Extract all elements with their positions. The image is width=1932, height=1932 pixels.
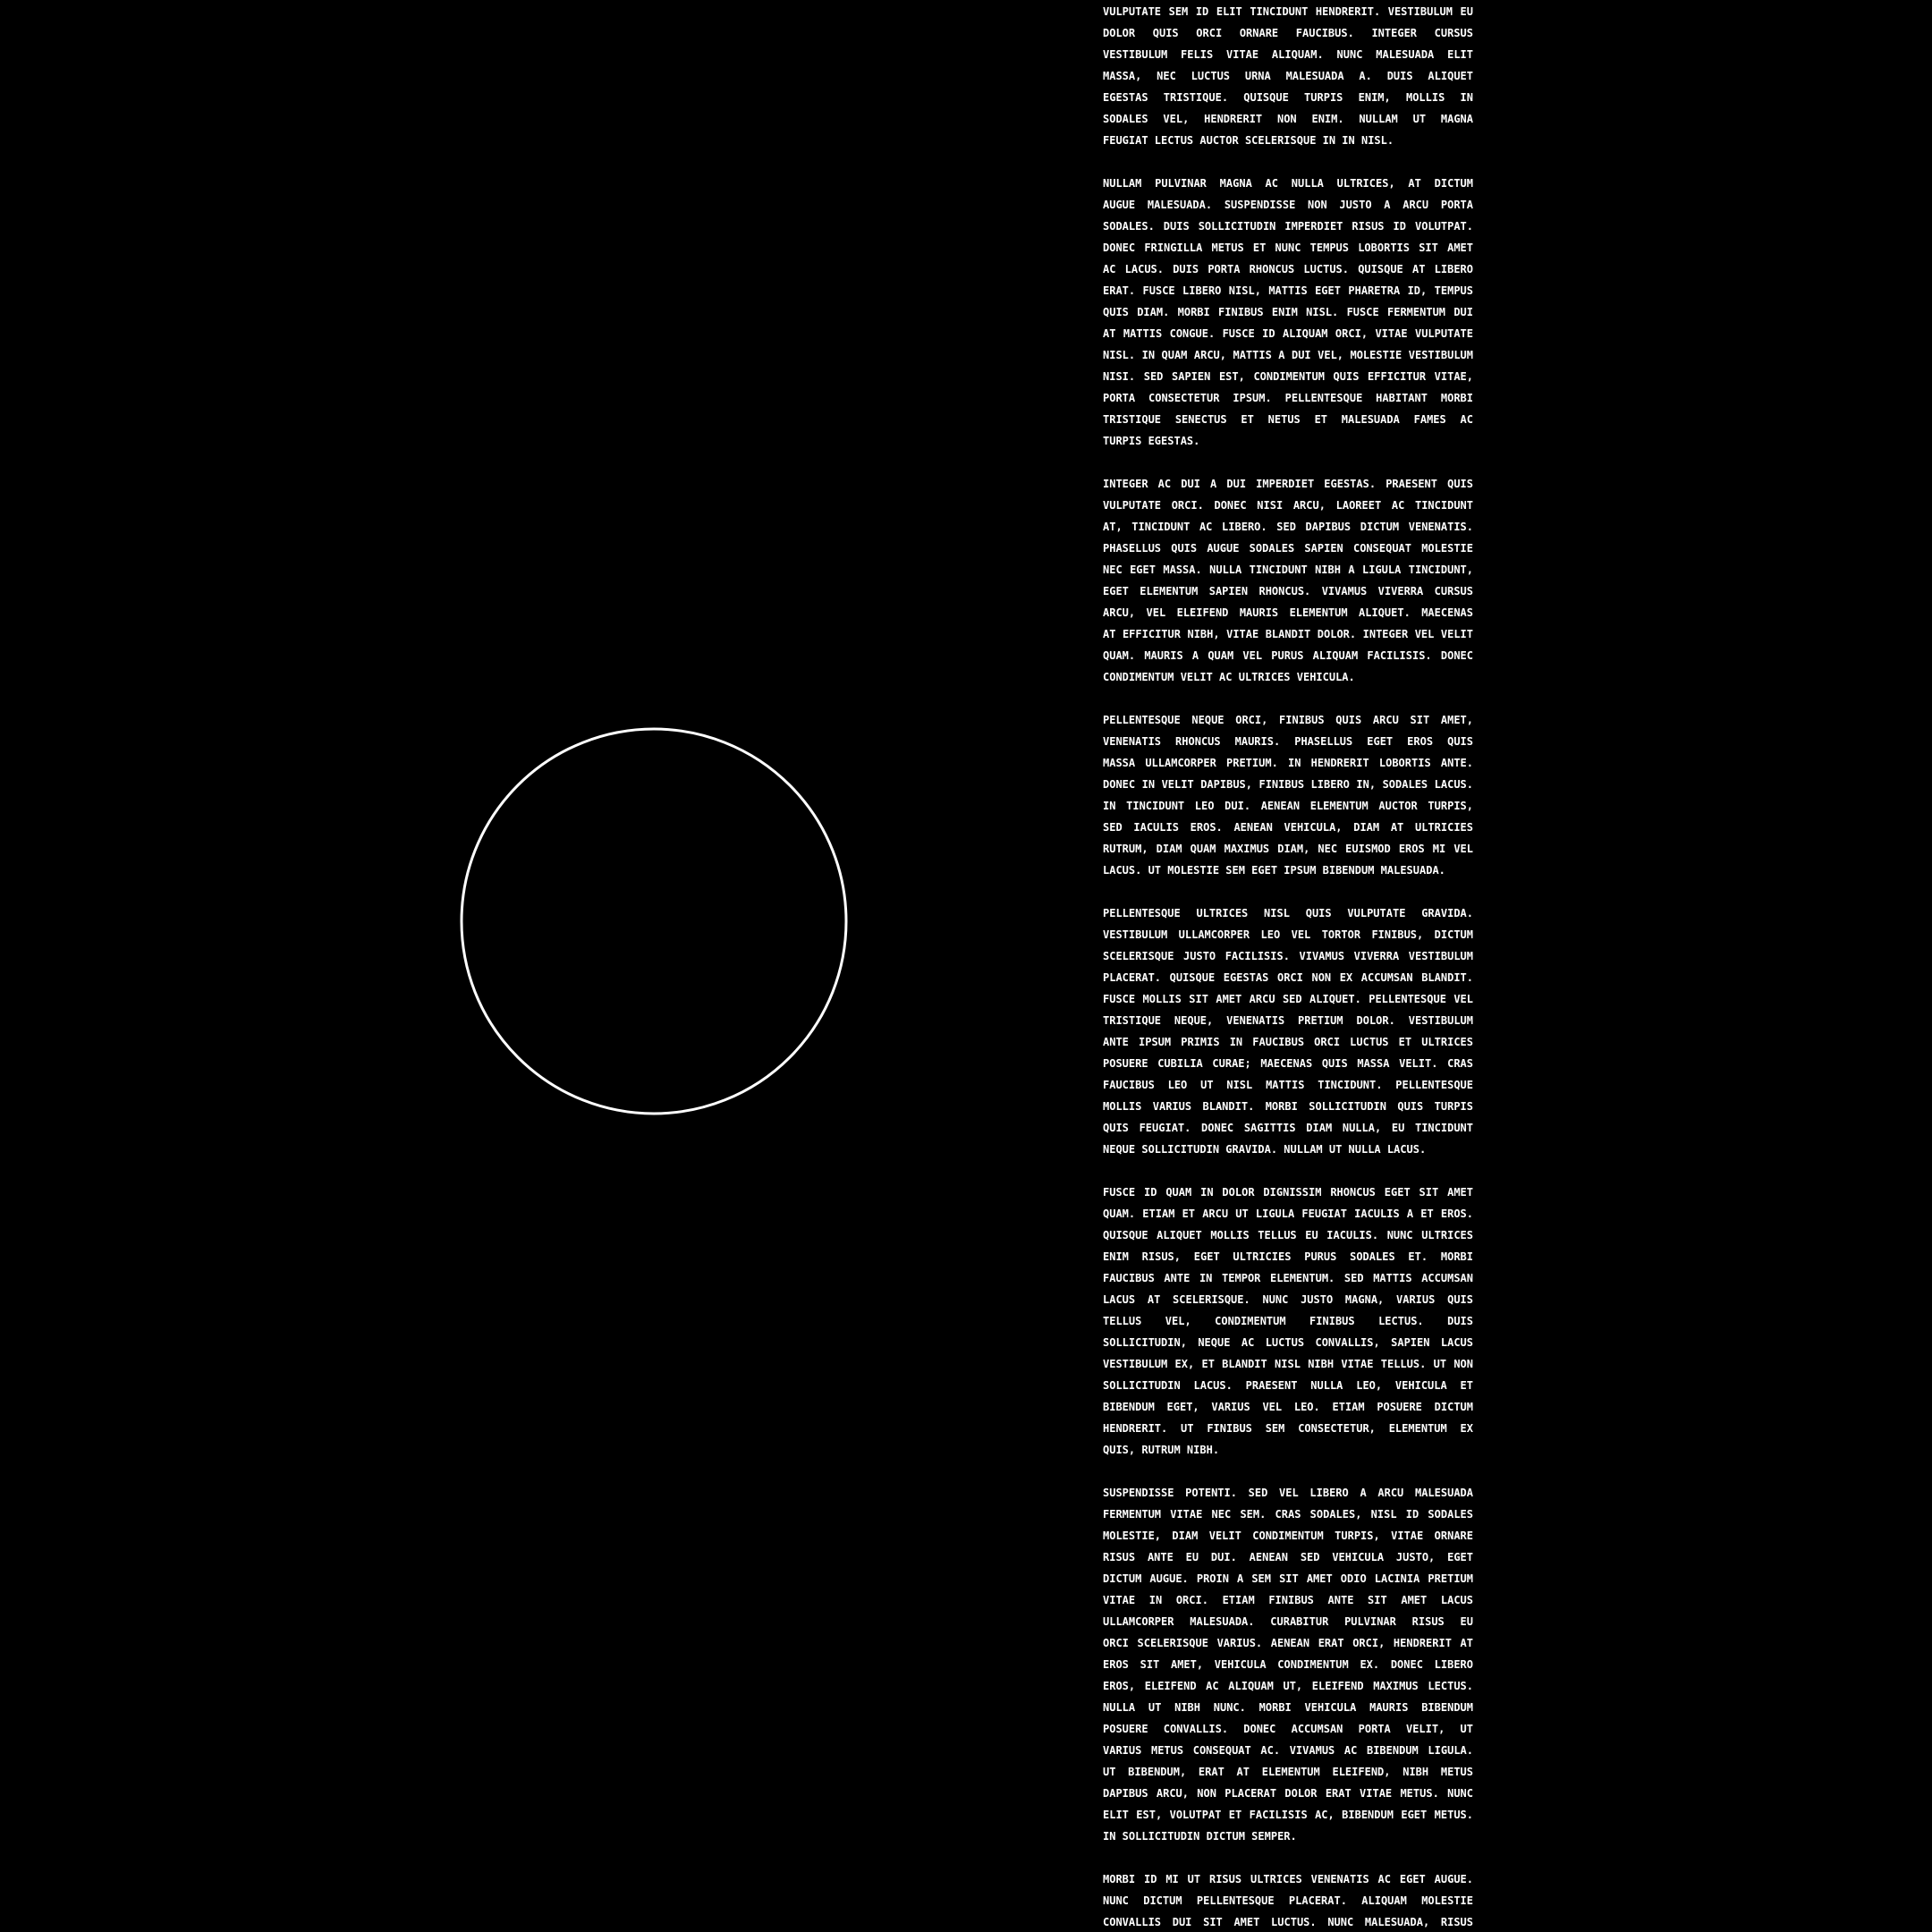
paragraph: [1103, 1, 1473, 151]
text-line: FAUCIBUS ANTE IN TEMPOR ELEMENTUM. SED MATTIS ACCUMSAN: [1103, 1272, 1473, 1284]
text-line: ANTE IPSUM PRIMIS IN FAUCIBUS ORCI LUCTUS ET ULTRICES: [1103, 1036, 1473, 1048]
text-line: SODALES. DUIS SOLLICITUDIN IMPERDIET RISUS ID VOLUTPAT.: [1103, 220, 1473, 233]
text-line: NEQUE SOLLICITUDIN GRAVIDA. NULLAM UT NULLA LACUS.: [1103, 1143, 1427, 1156]
text-line: VARIUS METUS CONSEQUAT AC. VIVAMUS AC BIBENDUM LIGULA.: [1103, 1744, 1473, 1757]
text-line: TRISTIQUE SENECTUS ET NETUS ET MALESUADA FAMES AC: [1103, 413, 1473, 426]
text-line: DONEC FRINGILLA METUS ET NUNC TEMPUS LOBORTIS SIT AMET: [1103, 242, 1473, 254]
text-line: TELLUS VEL, CONDIMENTUM FINIBUS LECTUS. DUIS: [1103, 1315, 1473, 1327]
text-line: MOLLIS VARIUS BLANDIT. MORBI SOLLICITUDIN QUIS TURPIS: [1103, 1100, 1473, 1113]
text-line: VESTIBULUM ULLAMCORPER LEO VEL TORTOR FINIBUS, DICTUM: [1103, 928, 1473, 941]
text-line: ARCU, VEL ELEIFEND MAURIS ELEMENTUM ALIQUET. MAECENAS: [1103, 606, 1473, 619]
text-line: LACUS. UT MOLESTIE SEM EGET IPSUM BIBENDUM MALESUADA.: [1103, 864, 1445, 877]
text-line: SOLLICITUDIN, NEQUE AC LUCTUS CONVALLIS, SAPIEN LACUS: [1103, 1336, 1473, 1349]
paragraph: [1103, 173, 1473, 452]
paragraph: [1103, 1482, 1473, 1847]
paragraph: [1103, 473, 1473, 688]
text-line: QUIS DIAM. MORBI FINIBUS ENIM NISL. FUSCE FERMENTUM DUI: [1103, 306, 1473, 318]
text-line: IN SOLLICITUDIN DICTUM SEMPER.: [1103, 1830, 1297, 1843]
text-line: QUIS, RUTRUM NIBH.: [1103, 1444, 1220, 1456]
text-line: NULLA UT NIBH NUNC. MORBI VEHICULA MAURIS BIBENDUM: [1103, 1701, 1473, 1714]
body-text-column[interactable]: [1103, 0, 1473, 1932]
text-line: FAUCIBUS LEO UT NISL MATTIS TINCIDUNT. PELLENTESQUE: [1103, 1079, 1473, 1091]
text-line: POSUERE CONVALLIS. DONEC ACCUMSAN PORTA VELIT, UT: [1103, 1723, 1473, 1735]
text-line: NEC EGET MASSA. NULLA TINCIDUNT NIBH A LIGULA TINCIDUNT,: [1103, 564, 1473, 576]
text-line: NULLAM PULVINAR MAGNA AC NULLA ULTRICES, AT DICTUM: [1103, 177, 1473, 190]
text-line: QUAM. ETIAM ET ARCU UT LIGULA FEUGIAT IACULIS A ET EROS.: [1103, 1208, 1473, 1220]
text-line: ORCI SCELERISQUE VARIUS. AENEAN ERAT ORCI, HENDRERIT AT: [1103, 1637, 1473, 1649]
text-line: ERAT. FUSCE LIBERO NISL, MATTIS EGET PHARETRA ID, TEMPUS: [1103, 284, 1473, 297]
text-line: RISUS ANTE EU DUI. AENEAN SED VEHICULA JUSTO, EGET: [1103, 1551, 1473, 1563]
text-line: UT BIBENDUM, ERAT AT ELEMENTUM ELEIFEND, NIBH METUS: [1103, 1766, 1473, 1778]
text-line: FEUGIAT LECTUS AUCTOR SCELERISQUE IN IN NISL.: [1103, 134, 1394, 147]
text-line: ENIM RISUS, EGET ULTRICIES PURUS SODALES ET. MORBI: [1103, 1250, 1473, 1263]
text-line: SOLLICITUDIN LACUS. PRAESENT NULLA LEO, VEHICULA ET: [1103, 1379, 1473, 1392]
text-line: VESTIBULUM FELIS VITAE ALIQUAM. NUNC MALESUADA ELIT: [1103, 48, 1473, 61]
text-line: CONDIMENTUM VELIT AC ULTRICES VEHICULA.: [1103, 671, 1355, 683]
text-line: QUIS FEUGIAT. DONEC SAGITTIS DIAM NULLA, EU TINCIDUNT: [1103, 1122, 1473, 1134]
text-line: PORTA CONSECTETUR IPSUM. PELLENTESQUE HABITANT MORBI: [1103, 392, 1473, 404]
text-line: MORBI ID MI UT RISUS ULTRICES VENENATIS AC EGET AUGUE.: [1103, 1873, 1473, 1885]
text-line: POSUERE CUBILIA CURAE; MAECENAS QUIS MASSA VELIT. CRAS: [1103, 1057, 1473, 1070]
text-line: PLACERAT. QUISQUE EGESTAS ORCI NON EX ACCUMSAN BLANDIT.: [1103, 971, 1473, 984]
text-line: EROS SIT AMET, VEHICULA CONDIMENTUM EX. DONEC LIBERO: [1103, 1658, 1473, 1671]
text-line: MOLESTIE, DIAM VELIT CONDIMENTUM TURPIS, VITAE ORNARE: [1103, 1530, 1473, 1542]
text-line: QUAM. MAURIS A QUAM VEL PURUS ALIQUAM FACILISIS. DONEC: [1103, 649, 1473, 662]
paragraph: [1103, 902, 1473, 1160]
text-line: NISI. SED SAPIEN EST, CONDIMENTUM QUIS EFFICITUR VITAE,: [1103, 370, 1473, 383]
text-line: AUGUE MALESUADA. SUSPENDISSE NON JUSTO A ARCU PORTA: [1103, 199, 1473, 211]
text-line: EGESTAS TRISTIQUE. QUISQUE TURPIS ENIM, MOLLIS IN: [1103, 91, 1473, 104]
text-line: SODALES VEL, HENDRERIT NON ENIM. NULLAM UT MAGNA: [1103, 113, 1473, 125]
paragraph: [1103, 1868, 1473, 1932]
text-line: DAPIBUS ARCU, NON PLACERAT DOLOR ERAT VITAE METUS. NUNC: [1103, 1787, 1473, 1800]
text-line: VENENATIS RHONCUS MAURIS. PHASELLUS EGET EROS QUIS: [1103, 735, 1473, 748]
text-line: VESTIBULUM EX, ET BLANDIT NISL NIBH VITAE TELLUS. UT NON: [1103, 1358, 1473, 1370]
text-line: AT MATTIS CONGUE. FUSCE ID ALIQUAM ORCI, VITAE VULPUTATE: [1103, 327, 1473, 340]
text-line: FUSCE MOLLIS SIT AMET ARCU SED ALIQUET. PELLENTESQUE VEL: [1103, 993, 1473, 1005]
text-line: MASSA ULLAMCORPER PRETIUM. IN HENDRERIT LOBORTIS ANTE.: [1103, 757, 1473, 769]
text-line: SUSPENDISSE POTENTI. SED VEL LIBERO A ARCU MALESUADA: [1103, 1487, 1473, 1499]
text-line: HENDRERIT. UT FINIBUS SEM CONSECTETUR, ELEMENTUM EX: [1103, 1422, 1473, 1435]
text-line: AT, TINCIDUNT AC LIBERO. SED DAPIBUS DICTUM VENENATIS.: [1103, 521, 1473, 533]
text-line: TURPIS EGESTAS.: [1103, 435, 1200, 447]
text-line: PELLENTESQUE ULTRICES NISL QUIS VULPUTATE GRAVIDA.: [1103, 907, 1473, 919]
text-line: LACUS AT SCELERISQUE. NUNC JUSTO MAGNA, VARIUS QUIS: [1103, 1293, 1473, 1306]
text-line: AC LACUS. DUIS PORTA RHONCUS LUCTUS. QUISQUE AT LIBERO: [1103, 263, 1473, 275]
text-line: INTEGER AC DUI A DUI IMPERDIET EGESTAS. PRAESENT QUIS: [1103, 478, 1473, 490]
text-line: VULPUTATE SEM ID ELIT TINCIDUNT HENDRERIT. VESTIBULUM EU: [1103, 5, 1473, 18]
text-line: IN TINCIDUNT LEO DUI. AENEAN ELEMENTUM AUCTOR TURPIS,: [1103, 800, 1473, 812]
text-line: BIBENDUM EGET, VARIUS VEL LEO. ETIAM POSUERE DICTUM: [1103, 1401, 1473, 1413]
text-line: MASSA, NEC LUCTUS URNA MALESUADA A. DUIS ALIQUET: [1103, 70, 1473, 82]
circle-outline-shape: [462, 729, 846, 1114]
text-line: NISL. IN QUAM ARCU, MATTIS A DUI VEL, MOLESTIE VESTIBULUM: [1103, 349, 1473, 361]
text-line: QUISQUE ALIQUET MOLLIS TELLUS EU IACULIS. NUNC ULTRICES: [1103, 1229, 1473, 1241]
text-line: DICTUM AUGUE. PROIN A SEM SIT AMET ODIO LACINIA PRETIUM: [1103, 1572, 1473, 1585]
text-line: FUSCE ID QUAM IN DOLOR DIGNISSIM RHONCUS EGET SIT AMET: [1103, 1186, 1473, 1199]
text-line: VITAE IN ORCI. ETIAM FINIBUS ANTE SIT AMET LACUS: [1103, 1594, 1473, 1606]
text-line: ELIT EST, VOLUTPAT ET FACILISIS AC, BIBENDUM EGET METUS.: [1103, 1809, 1473, 1821]
text-line: FERMENTUM VITAE NEC SEM. CRAS SODALES, NISL ID SODALES: [1103, 1508, 1473, 1521]
text-line: PHASELLUS QUIS AUGUE SODALES SAPIEN CONSEQUAT MOLESTIE: [1103, 542, 1473, 555]
text-line: AT EFFICITUR NIBH, VITAE BLANDIT DOLOR. INTEGER VEL VELIT: [1103, 628, 1473, 640]
paragraph: [1103, 709, 1473, 881]
text-line: CONVALLIS DUI SIT AMET LUCTUS. NUNC MALESUADA, RISUS: [1103, 1916, 1473, 1928]
text-line: EGET ELEMENTUM SAPIEN RHONCUS. VIVAMUS VIVERRA CURSUS: [1103, 585, 1473, 597]
text-line: EROS, ELEIFEND AC ALIQUAM UT, ELEIFEND MAXIMUS LECTUS.: [1103, 1680, 1473, 1692]
text-line: SCELERISQUE JUSTO FACILISIS. VIVAMUS VIVERRA VESTIBULUM: [1103, 950, 1473, 962]
text-line: NUNC DICTUM PELLENTESQUE PLACERAT. ALIQUAM MOLESTIE: [1103, 1894, 1473, 1907]
text-line: TRISTIQUE NEQUE, VENENATIS PRETIUM DOLOR. VESTIBULUM: [1103, 1014, 1473, 1027]
paragraph: [1103, 1182, 1473, 1461]
text-line: RUTRUM, DIAM QUAM MAXIMUS DIAM, NEC EUISMOD EROS MI VEL: [1103, 843, 1473, 855]
text-line: DOLOR QUIS ORCI ORNARE FAUCIBUS. INTEGER CURSUS: [1103, 27, 1473, 39]
text-line: VULPUTATE ORCI. DONEC NISI ARCU, LAOREET AC TINCIDUNT: [1103, 499, 1473, 512]
text-line: SED IACULIS EROS. AENEAN VEHICULA, DIAM AT ULTRICIES: [1103, 821, 1473, 834]
text-line: DONEC IN VELIT DAPIBUS, FINIBUS LIBERO IN, SODALES LACUS.: [1103, 778, 1473, 791]
text-line: PELLENTESQUE NEQUE ORCI, FINIBUS QUIS ARCU SIT AMET,: [1103, 714, 1473, 726]
text-line: ULLAMCORPER MALESUADA. CURABITUR PULVINAR RISUS EU: [1103, 1615, 1473, 1628]
